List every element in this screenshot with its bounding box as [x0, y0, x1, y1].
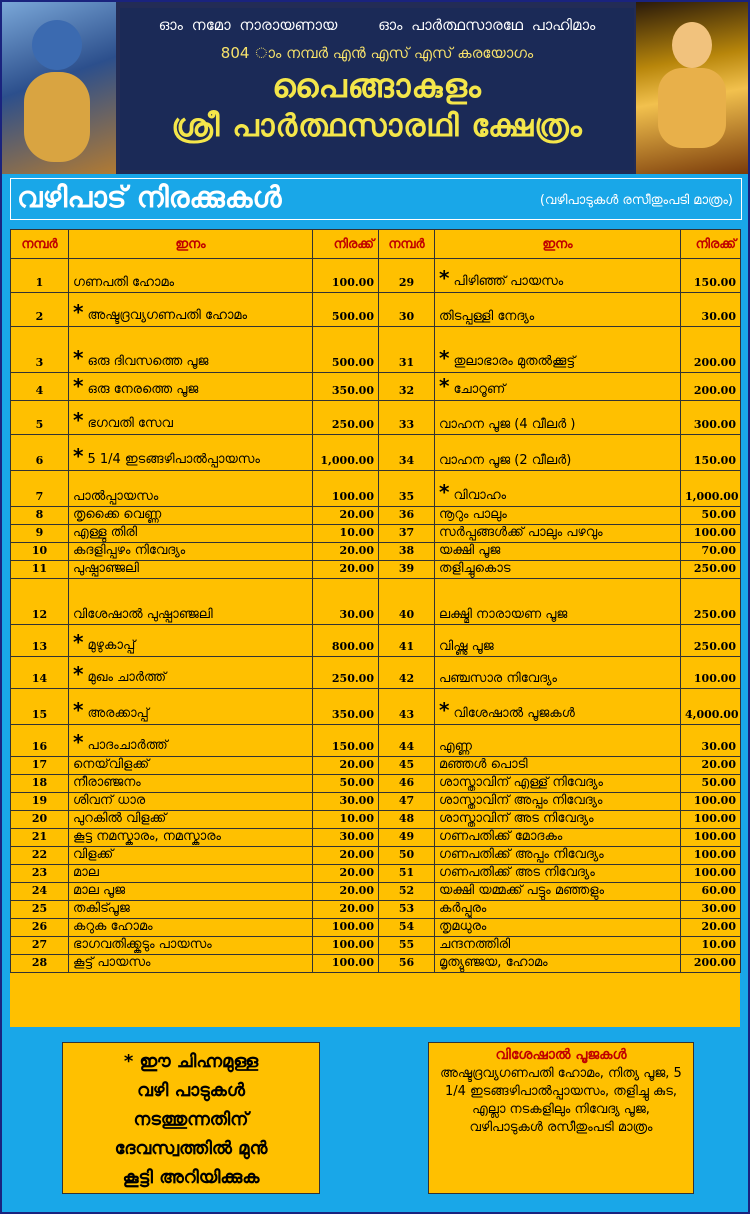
item-rate: 30.00 [681, 725, 741, 757]
item-name: ശാസ്താവിന് എള്ള് നിവേദ്യം [439, 775, 603, 790]
item-name: നീരാഞ്ജനം [73, 775, 141, 790]
item-rate: 30.00 [313, 829, 379, 847]
item-name: തൃമധുരം [439, 919, 487, 934]
star-notice-line: കൂട്ടി അറിയിക്കുക [122, 1167, 260, 1188]
item-number: 20 [11, 811, 69, 829]
item-name: വാഹന പൂജ (4 വീലർ ) [439, 417, 576, 432]
item-rate: 50.00 [681, 775, 741, 793]
item-number: 25 [11, 901, 69, 919]
item-number: 40 [379, 579, 435, 625]
item-cell [435, 543, 681, 561]
item-cell [435, 625, 681, 657]
item-name: കദളിപ്പഴം നിവേദ്യം [73, 543, 186, 558]
item-cell [69, 579, 313, 625]
item-cell [435, 865, 681, 883]
item-cell [435, 435, 681, 471]
item-cell [69, 811, 313, 829]
table-row [11, 757, 741, 775]
item-rate: 200.00 [681, 327, 741, 373]
star-marker: * [439, 698, 450, 722]
krishna-image [2, 2, 116, 174]
item-cell [69, 757, 313, 775]
karayogam-line: 804 ാം നമ്പർ എൻ എസ് എസ് കരയോഗം [220, 44, 534, 62]
col-header-item-1: ഇനം [69, 230, 313, 259]
item-rate: 20.00 [313, 543, 379, 561]
table-row [11, 955, 741, 973]
item-cell [69, 883, 313, 901]
item-number: 26 [11, 919, 69, 937]
item-name: കറുക ഹോമം [73, 919, 153, 934]
item-number: 30 [379, 293, 435, 327]
item-rate: 100.00 [313, 259, 379, 293]
item-rate: 20.00 [681, 919, 741, 937]
table-row [11, 883, 741, 901]
item-cell [435, 757, 681, 775]
item-cell [69, 373, 313, 401]
item-name: ചോറൂണ് [453, 382, 506, 397]
special-pujas-notice [428, 1042, 694, 1194]
item-cell [69, 865, 313, 883]
star-marker: * [73, 346, 84, 370]
table-row [11, 829, 741, 847]
item-cell [435, 525, 681, 543]
item-number: 17 [11, 757, 69, 775]
item-name: വാഹന പൂജ (2 വീലർ) [439, 453, 572, 468]
star-notice [62, 1042, 320, 1194]
invocation-line [120, 16, 634, 34]
item-rate: 20.00 [313, 883, 379, 901]
item-number: 37 [379, 525, 435, 543]
item-rate: 250.00 [681, 579, 741, 625]
invocation-left: ഓം നമോ നാരായണായ [158, 16, 338, 34]
item-cell [435, 657, 681, 689]
rates-table-body [11, 259, 741, 973]
star-marker: * [73, 730, 84, 754]
star-marker: * [439, 480, 450, 504]
item-name: മഞ്ഞൾ പൊടി [439, 757, 528, 772]
item-number: 28 [11, 955, 69, 973]
table-row [11, 327, 741, 373]
item-cell [435, 689, 681, 725]
item-number: 54 [379, 919, 435, 937]
item-cell [69, 293, 313, 327]
item-number: 19 [11, 793, 69, 811]
page-title: വഴിപാട് നിരക്കുകൾ [17, 180, 282, 214]
item-rate: 350.00 [313, 373, 379, 401]
rates-table-container [10, 229, 740, 1027]
item-rate: 50.00 [681, 507, 741, 525]
item-name: പാൽപ്പായസം [73, 489, 159, 504]
item-rate: 200.00 [681, 373, 741, 401]
item-cell [69, 657, 313, 689]
title-bar [10, 178, 742, 220]
item-cell [69, 725, 313, 757]
item-name: മാല പൂജ [73, 883, 126, 898]
item-number: 36 [379, 507, 435, 525]
item-number: 16 [11, 725, 69, 757]
star-marker: * [73, 630, 84, 654]
item-rate: 30.00 [681, 901, 741, 919]
item-number: 55 [379, 937, 435, 955]
item-rate: 30.00 [313, 579, 379, 625]
item-name: ലക്ഷ്മി നാരായണ പൂജ [439, 607, 568, 622]
item-rate: 20.00 [313, 757, 379, 775]
item-name: വിഷ്ണു പൂജ [439, 639, 494, 654]
item-rate: 10.00 [313, 525, 379, 543]
item-name: യക്ഷി യമ്മക്ക് പട്ടും മഞ്ഞളും [439, 883, 605, 898]
star-notice-line: നടത്തുന്നതിന് [133, 1109, 249, 1130]
table-row [11, 507, 741, 525]
table-row [11, 401, 741, 435]
star-marker: * [439, 346, 450, 370]
item-name: പിഴിഞ്ഞ് പായസം [453, 274, 564, 289]
item-name: നെയ്‌വിളക്ക് [73, 757, 150, 772]
col-header-number-2: നമ്പർ [379, 230, 435, 259]
table-row [11, 657, 741, 689]
col-header-rate-2: നിരക്ക് [681, 230, 741, 259]
star-notice-line: വഴി പാടുകൾ [137, 1080, 245, 1101]
item-number: 27 [11, 937, 69, 955]
item-number: 1 [11, 259, 69, 293]
item-rate: 100.00 [681, 829, 741, 847]
item-cell [69, 561, 313, 579]
title-note: (വഴിപാടുകൾ രസീതുംപടി മാത്രം) [539, 193, 733, 208]
item-number: 46 [379, 775, 435, 793]
item-number: 7 [11, 471, 69, 507]
item-rate: 100.00 [313, 955, 379, 973]
item-cell [69, 525, 313, 543]
item-cell [435, 775, 681, 793]
item-number: 33 [379, 401, 435, 435]
item-cell [435, 901, 681, 919]
item-number: 11 [11, 561, 69, 579]
item-rate: 800.00 [313, 625, 379, 657]
item-name: ഗണപതിക്ക് അട നിവേദ്യം [439, 865, 595, 880]
item-number: 8 [11, 507, 69, 525]
item-rate: 100.00 [681, 525, 741, 543]
item-name: കൂട്ട് പായസം [73, 955, 151, 970]
item-number: 47 [379, 793, 435, 811]
table-row [11, 579, 741, 625]
item-name: നൂറും പാലും [439, 507, 507, 522]
item-number: 45 [379, 757, 435, 775]
item-rate: 1,000.00 [313, 435, 379, 471]
item-cell [435, 811, 681, 829]
item-name: പുഷ്പാഞ്ജലി [73, 561, 139, 576]
item-name: യക്ഷി പൂജ [439, 543, 501, 558]
item-cell [69, 955, 313, 973]
item-cell [435, 829, 681, 847]
item-name: തൃക്കൈ വെണ്ണ [73, 507, 162, 522]
item-rate: 100.00 [313, 919, 379, 937]
table-row [11, 937, 741, 955]
item-name: ഗണപതി ഹോമം [73, 275, 175, 290]
item-cell [69, 919, 313, 937]
table-row [11, 811, 741, 829]
item-number: 56 [379, 955, 435, 973]
item-name: തകിട്പൂജ [73, 901, 130, 916]
item-name: അഷ്ടദ്രവ്യഗണപതി ഹോമം [87, 308, 248, 323]
item-cell [69, 901, 313, 919]
item-cell [69, 471, 313, 507]
item-name: ഭാഗവതിക്ക്കടും പായസം [73, 937, 212, 952]
item-rate: 10.00 [681, 937, 741, 955]
item-rate: 150.00 [681, 259, 741, 293]
item-cell [435, 847, 681, 865]
item-name: ശാസ്താവിന് അട നിവേദ്യം [439, 811, 594, 826]
item-name: ഗണപതിക്ക് മോദകം [439, 829, 563, 844]
item-name: വിശേഷാൽ പൂജകൾ [453, 706, 575, 721]
item-rate: 500.00 [313, 293, 379, 327]
item-number: 14 [11, 657, 69, 689]
header-banner [2, 2, 748, 174]
table-header-row [11, 230, 741, 259]
item-cell [69, 625, 313, 657]
item-number: 29 [379, 259, 435, 293]
table-row [11, 543, 741, 561]
item-rate: 100.00 [313, 937, 379, 955]
item-number: 13 [11, 625, 69, 657]
item-cell [69, 793, 313, 811]
item-name: വിളക്ക് [73, 847, 114, 862]
item-cell [435, 373, 681, 401]
star-notice-line: ദേവസ്വത്തിൽ മുൻ [114, 1138, 268, 1159]
star-marker: * [73, 300, 84, 324]
item-name: മൃത്യുഞ്ജയ, ഹോമം [439, 955, 548, 970]
item-name: എള്ളു തിരി [73, 525, 138, 540]
item-number: 53 [379, 901, 435, 919]
item-number: 3 [11, 327, 69, 373]
item-number: 43 [379, 689, 435, 725]
item-number: 31 [379, 327, 435, 373]
item-rate: 150.00 [681, 435, 741, 471]
item-rate: 100.00 [681, 657, 741, 689]
item-rate: 150.00 [313, 725, 379, 757]
table-row [11, 901, 741, 919]
table-row [11, 865, 741, 883]
item-name: അരക്കാപ്പ് [87, 706, 149, 721]
col-header-item-2: ഇനം [435, 230, 681, 259]
item-name: പാദംചാർത്ത് [87, 738, 168, 753]
star-marker: * [73, 662, 84, 686]
table-row [11, 847, 741, 865]
item-rate: 500.00 [313, 327, 379, 373]
item-rate: 200.00 [681, 955, 741, 973]
table-row [11, 793, 741, 811]
item-name: ഒരു ദിവസത്തെ പൂജ [87, 354, 209, 369]
item-name: മാല [73, 865, 99, 880]
item-number: 35 [379, 471, 435, 507]
item-name: തുലാഭാരം മുതൽക്കൂട്ട് [453, 354, 576, 369]
item-rate: 350.00 [313, 689, 379, 725]
item-cell [69, 435, 313, 471]
star-marker: * [439, 266, 450, 290]
item-number: 49 [379, 829, 435, 847]
item-number: 4 [11, 373, 69, 401]
item-cell [69, 327, 313, 373]
temple-place: പൈങ്ങാകുളം [272, 66, 482, 105]
item-cell [435, 919, 681, 937]
item-number: 41 [379, 625, 435, 657]
item-rate: 100.00 [681, 865, 741, 883]
item-name: ശിവന് ധാര [73, 793, 146, 808]
item-number: 6 [11, 435, 69, 471]
item-number: 42 [379, 657, 435, 689]
item-cell [435, 259, 681, 293]
item-number: 50 [379, 847, 435, 865]
item-rate: 20.00 [313, 865, 379, 883]
item-number: 32 [379, 373, 435, 401]
item-name: ഒരു നേരത്തെ പൂജ [87, 382, 199, 397]
item-number: 12 [11, 579, 69, 625]
star-marker: * [73, 444, 84, 468]
item-name: എണ്ണ [439, 739, 472, 754]
item-cell [435, 561, 681, 579]
item-rate: 20.00 [313, 847, 379, 865]
item-number: 51 [379, 865, 435, 883]
item-cell [435, 507, 681, 525]
item-number: 24 [11, 883, 69, 901]
table-row [11, 561, 741, 579]
item-cell [435, 471, 681, 507]
item-rate: 100.00 [681, 793, 741, 811]
item-rate: 100.00 [681, 847, 741, 865]
item-cell [69, 847, 313, 865]
item-number: 10 [11, 543, 69, 561]
item-cell [69, 689, 313, 725]
item-name: വിവാഹം [453, 488, 507, 503]
item-cell [69, 507, 313, 525]
item-cell [69, 543, 313, 561]
star-marker: * [73, 698, 84, 722]
item-name: മുഴുകാപ്പ് [87, 638, 136, 653]
invocation-right: ഓം പാർത്ഥസാരഥേ പാഹിമാം [378, 16, 596, 34]
table-row [11, 435, 741, 471]
item-name: പുറകിൽ വിളക്ക് [73, 811, 167, 826]
item-cell [435, 883, 681, 901]
item-cell [69, 775, 313, 793]
item-rate: 100.00 [313, 471, 379, 507]
item-number: 5 [11, 401, 69, 435]
item-number: 21 [11, 829, 69, 847]
item-name: സർപ്പങ്ങൾക്ക് പാലും പഴവും [439, 525, 603, 540]
table-row [11, 775, 741, 793]
special-pujas-body: അഷ്ടദ്രവ്യഗണപതി ഹോമം, നിത്യ പൂജ, 5 1/4 ഇടങ്ങഴിപാൽപ്പായസം, തളിച്ചു കുട, എല്ലാ നടകളിലും നിവേദ്യ പൂജ, വഴിപാടുകൾ രസീതുംപടി മാത്രം [440, 1066, 682, 1135]
item-cell [435, 327, 681, 373]
item-rate: 100.00 [681, 811, 741, 829]
item-number: 39 [379, 561, 435, 579]
item-number: 22 [11, 847, 69, 865]
item-rate: 30.00 [681, 293, 741, 327]
star-marker: * [439, 374, 450, 398]
item-number: 44 [379, 725, 435, 757]
item-name: മുഖം ചാർത്ത് [87, 670, 167, 685]
item-name: പഞ്ചസാര നിവേദ്യം [439, 671, 557, 686]
header-title-block [120, 8, 634, 170]
item-rate: 10.00 [313, 811, 379, 829]
special-pujas-title: വിശേഷാൽ പൂജകൾ [495, 1047, 627, 1063]
item-cell [435, 955, 681, 973]
item-name: തിടപ്പള്ളി നേദ്യം [439, 309, 535, 324]
item-rate: 70.00 [681, 543, 741, 561]
table-row [11, 293, 741, 327]
item-rate: 250.00 [681, 625, 741, 657]
item-cell [435, 579, 681, 625]
item-number: 2 [11, 293, 69, 327]
table-row [11, 689, 741, 725]
table-row [11, 725, 741, 757]
table-row [11, 525, 741, 543]
item-number: 23 [11, 865, 69, 883]
item-number: 34 [379, 435, 435, 471]
item-rate: 1,000.00 [681, 471, 741, 507]
temple-name: ശ്രീ പാർത്ഥസാരഥി ക്ഷേത്രം [171, 108, 583, 144]
item-cell [435, 293, 681, 327]
item-name: കൂട്ട നമസ്കാരം, നമസ്കാരം [73, 829, 221, 844]
item-cell [435, 793, 681, 811]
table-row [11, 625, 741, 657]
item-name: ഭഗവതി സേവ [87, 416, 173, 431]
ayyappa-image [636, 2, 748, 174]
item-name: വിശേഷാൽ പുഷ്പാഞ്ജലി [73, 607, 213, 622]
item-number: 38 [379, 543, 435, 561]
item-rate: 300.00 [681, 401, 741, 435]
star-notice-line: * ഈ ചിഹ്നമുള്ള [123, 1051, 259, 1072]
item-cell [69, 829, 313, 847]
col-header-rate-1: നിരക്ക് [313, 230, 379, 259]
item-name: 5 1/4 ഇടങ്ങഴിപാൽപ്പായസം [87, 452, 260, 467]
item-number: 9 [11, 525, 69, 543]
item-name: ചന്ദനത്തിരി [439, 937, 511, 952]
item-rate: 20.00 [313, 901, 379, 919]
item-name: ഗണപതിക്ക് അപ്പം നിവേദ്യം [439, 847, 604, 862]
item-rate: 60.00 [681, 883, 741, 901]
item-number: 18 [11, 775, 69, 793]
item-cell [69, 937, 313, 955]
table-row [11, 919, 741, 937]
item-cell [435, 937, 681, 955]
rates-table [10, 229, 741, 973]
item-rate: 20.00 [313, 561, 379, 579]
item-rate: 250.00 [313, 401, 379, 435]
table-row [11, 471, 741, 507]
item-rate: 30.00 [313, 793, 379, 811]
item-rate: 50.00 [313, 775, 379, 793]
item-rate: 250.00 [681, 561, 741, 579]
item-number: 48 [379, 811, 435, 829]
col-header-number-1: നമ്പർ [11, 230, 69, 259]
item-name: തളിച്ചുകൊട [439, 561, 511, 576]
item-rate: 250.00 [313, 657, 379, 689]
star-marker: * [73, 374, 84, 398]
item-cell [435, 401, 681, 435]
item-cell [69, 259, 313, 293]
item-cell [435, 725, 681, 757]
item-rate: 20.00 [681, 757, 741, 775]
item-name: ശാസ്താവിന് അപ്പം നിവേദ്യം [439, 793, 603, 808]
item-rate: 4,000.00 [681, 689, 741, 725]
item-number: 15 [11, 689, 69, 725]
item-number: 52 [379, 883, 435, 901]
table-row [11, 259, 741, 293]
star-marker: * [73, 408, 84, 432]
item-cell [69, 401, 313, 435]
item-rate: 20.00 [313, 507, 379, 525]
item-name: കർപ്പൂരം [439, 901, 487, 916]
table-row [11, 373, 741, 401]
